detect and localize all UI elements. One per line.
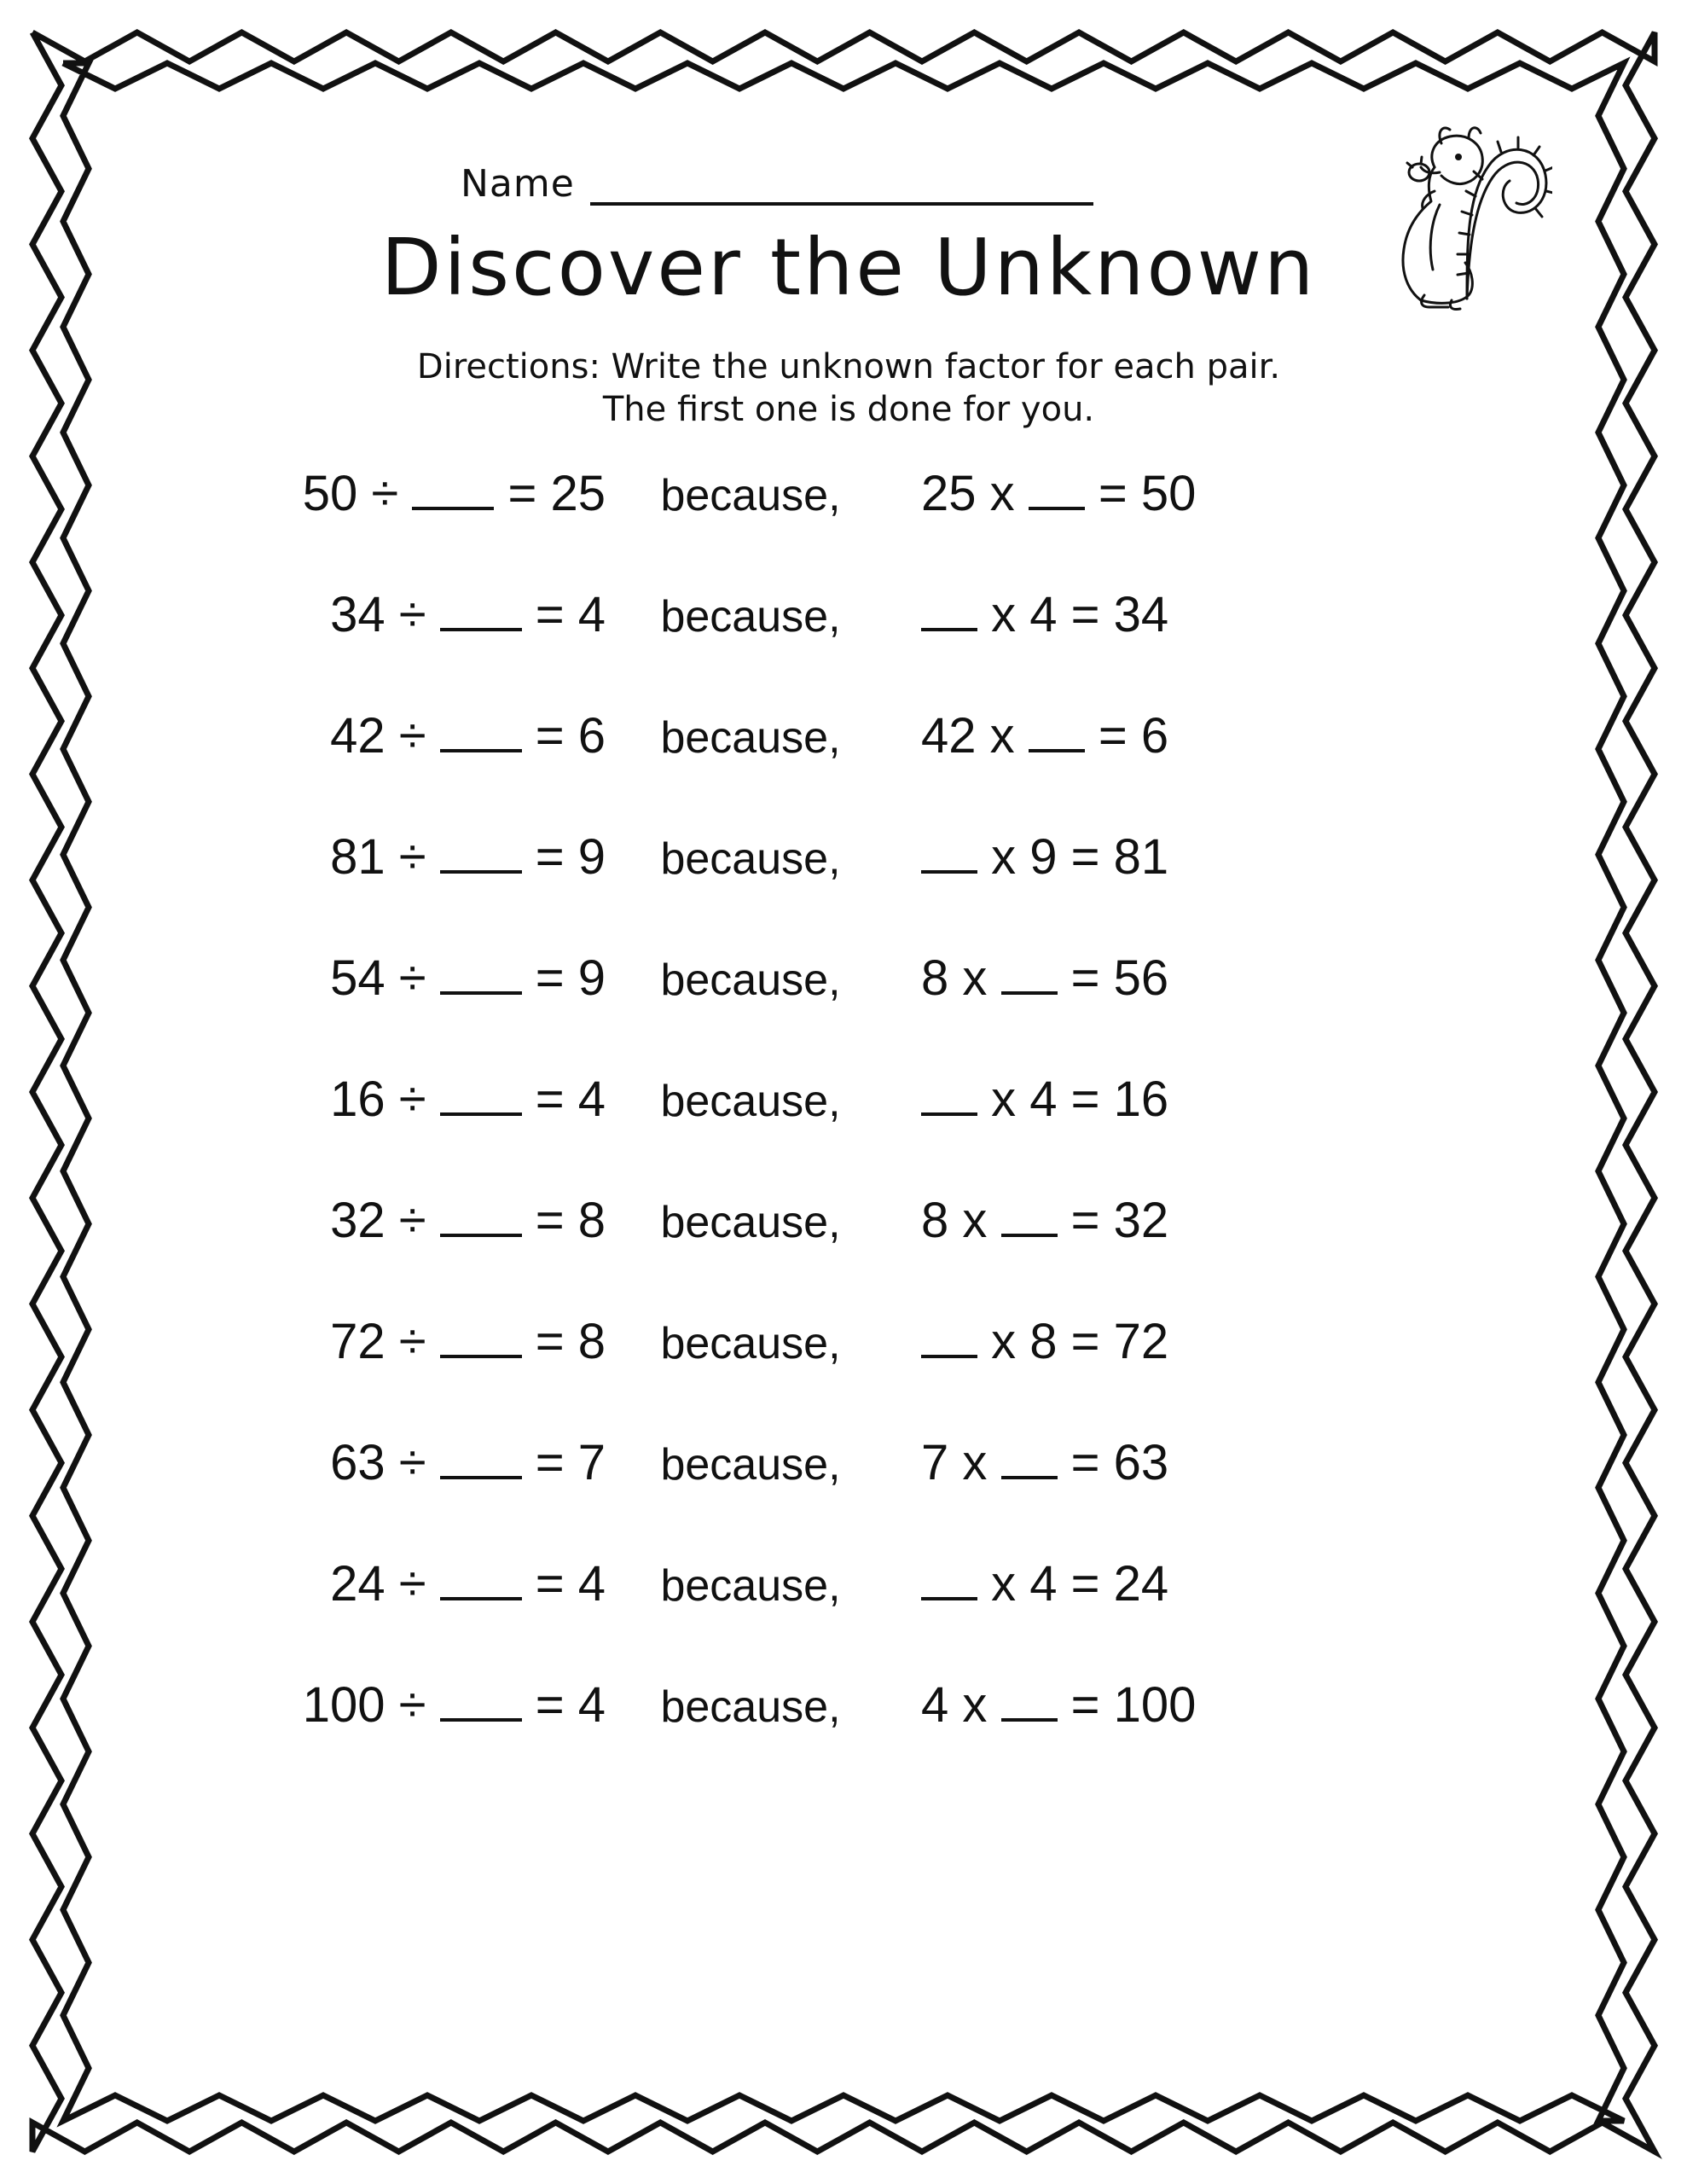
multiplication-right: = 100 (1057, 1677, 1197, 1733)
multiplication-answer-blank[interactable] (1001, 1476, 1058, 1479)
multiplication-right: = 50 (1084, 466, 1197, 521)
multiplication-expression (887, 586, 1535, 643)
problem-list (128, 465, 1569, 1798)
division-expression (128, 586, 614, 643)
multiplication-answer-blank[interactable] (921, 628, 977, 631)
multiplication-answer-blank[interactable] (1029, 749, 1085, 752)
division-left: 81 ÷ (330, 829, 440, 885)
multiplication-left: 8 x (921, 950, 1001, 1006)
directions-block (128, 346, 1569, 431)
division-answer-blank[interactable] (440, 1476, 522, 1479)
multiplication-expression (887, 1192, 1535, 1249)
connector-text: because, (660, 1077, 841, 1126)
multiplication-right: x 9 = 81 (977, 829, 1169, 885)
division-right: = 7 (521, 1435, 606, 1490)
multiplication-answer-blank[interactable] (921, 1355, 977, 1358)
division-right: = 4 (521, 1556, 606, 1612)
connector-text: because, (660, 592, 841, 642)
division-left: 24 ÷ (330, 1556, 440, 1612)
name-input-blank[interactable] (590, 170, 1093, 206)
connector-text: because, (660, 1682, 841, 1732)
worksheet-content (128, 102, 1569, 2090)
multiplication-expression (887, 707, 1535, 764)
problem-row (128, 586, 1569, 707)
problem-row (128, 465, 1569, 586)
division-expression (128, 1071, 614, 1128)
division-answer-blank[interactable] (440, 628, 522, 631)
division-right: = 6 (521, 708, 606, 764)
division-right: = 25 (494, 466, 606, 521)
multiplication-expression (887, 1071, 1535, 1128)
division-answer-blank[interactable] (440, 991, 522, 995)
division-left: 16 ÷ (330, 1072, 440, 1127)
multiplication-right: = 6 (1084, 708, 1169, 764)
division-left: 54 ÷ (330, 950, 440, 1006)
division-expression (128, 828, 614, 886)
multiplication-answer-blank[interactable] (1001, 991, 1058, 995)
division-answer-blank[interactable] (440, 870, 522, 874)
division-left: 50 ÷ (302, 466, 413, 521)
multiplication-expression (887, 828, 1535, 886)
division-answer-blank[interactable] (440, 1355, 522, 1358)
multiplication-right: x 4 = 16 (977, 1072, 1169, 1127)
division-answer-blank[interactable] (440, 1718, 522, 1722)
problem-row (128, 1434, 1569, 1555)
page-title: Discover the Unknown (380, 222, 1317, 313)
division-right: = 4 (521, 1677, 606, 1733)
problem-row (128, 950, 1569, 1071)
division-right: = 8 (521, 1193, 606, 1248)
directions-line-1: Directions: Write the unknown factor for each pair. (416, 347, 1281, 386)
multiplication-expression (887, 1434, 1535, 1491)
division-right: = 4 (521, 1072, 606, 1127)
division-expression (128, 1313, 614, 1370)
multiplication-right: x 4 = 34 (977, 587, 1169, 642)
multiplication-right: = 63 (1057, 1435, 1169, 1490)
division-left: 63 ÷ (330, 1435, 440, 1490)
division-right: = 9 (521, 950, 606, 1006)
connector-text: because, (660, 834, 841, 884)
division-left: 34 ÷ (330, 587, 440, 642)
division-expression (128, 1434, 614, 1491)
division-left: 42 ÷ (330, 708, 440, 764)
multiplication-left: 42 x (921, 708, 1029, 764)
problem-row (128, 1192, 1569, 1313)
division-right: = 9 (521, 829, 606, 885)
multiplication-answer-blank[interactable] (921, 870, 977, 874)
multiplication-right: = 32 (1057, 1193, 1169, 1248)
connector-text: because, (660, 1561, 841, 1611)
division-answer-blank[interactable] (412, 507, 494, 510)
multiplication-answer-blank[interactable] (921, 1112, 977, 1116)
division-left: 72 ÷ (330, 1314, 440, 1369)
division-right: = 8 (521, 1314, 606, 1369)
connector-text: because, (660, 1319, 841, 1368)
multiplication-expression (887, 1313, 1535, 1370)
division-expression (128, 950, 614, 1007)
multiplication-right: = 56 (1057, 950, 1169, 1006)
division-right: = 4 (521, 587, 606, 642)
connector-text: because, (660, 1440, 841, 1490)
problem-row (128, 1555, 1569, 1676)
connector-text: because, (660, 471, 841, 520)
directions-line-2: The first one is done for you. (602, 390, 1095, 429)
multiplication-expression (887, 1555, 1535, 1612)
multiplication-expression (887, 950, 1535, 1007)
connector-text: because, (660, 713, 841, 763)
multiplication-right: x 4 = 24 (977, 1556, 1169, 1612)
multiplication-left: 25 x (921, 466, 1029, 521)
division-expression (128, 1192, 614, 1249)
multiplication-left: 7 x (921, 1435, 1001, 1490)
division-expression (128, 465, 614, 522)
multiplication-answer-blank[interactable] (1001, 1234, 1058, 1237)
multiplication-answer-blank[interactable] (1029, 507, 1085, 510)
multiplication-expression (887, 465, 1535, 522)
problem-row (128, 1313, 1569, 1434)
division-expression (128, 707, 614, 764)
division-answer-blank[interactable] (440, 1597, 522, 1600)
multiplication-left: 4 x (921, 1677, 1001, 1733)
problem-row (128, 1676, 1569, 1798)
multiplication-left: 8 x (921, 1193, 1001, 1248)
multiplication-right: x 8 = 72 (977, 1314, 1169, 1369)
division-left: 100 ÷ (302, 1677, 440, 1733)
multiplication-expression (887, 1676, 1535, 1734)
problem-row (128, 707, 1569, 828)
connector-text: because, (660, 1198, 841, 1247)
problem-row (128, 1071, 1569, 1192)
division-expression (128, 1555, 614, 1612)
division-answer-blank[interactable] (440, 1234, 522, 1237)
connector-text: because, (660, 956, 841, 1005)
division-answer-blank[interactable] (440, 749, 522, 752)
division-answer-blank[interactable] (440, 1112, 522, 1116)
multiplication-answer-blank[interactable] (921, 1597, 977, 1600)
name-field-row (461, 162, 1093, 206)
problem-row (128, 828, 1569, 950)
division-left: 32 ÷ (330, 1193, 440, 1248)
multiplication-answer-blank[interactable] (1001, 1718, 1058, 1722)
division-expression (128, 1676, 614, 1734)
name-label: Name (461, 162, 575, 206)
